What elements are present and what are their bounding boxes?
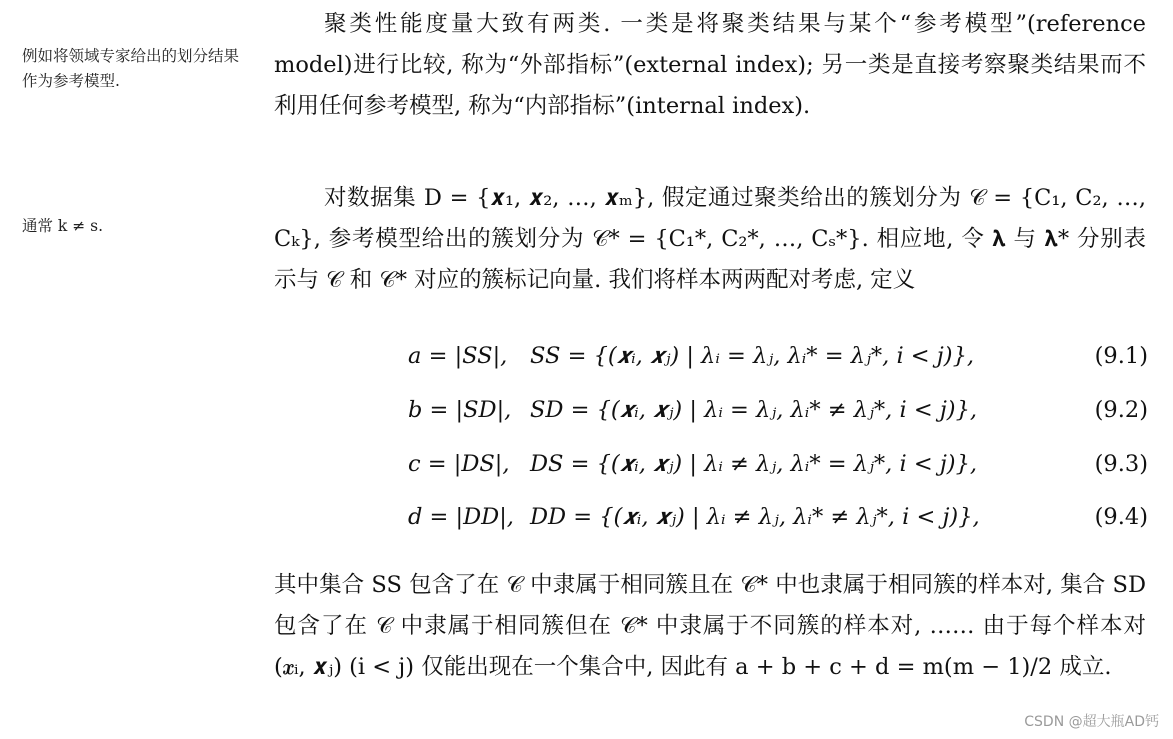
equation-9-1 xyxy=(408,336,1148,376)
paragraph-text: 对数据集 D = {𝒙₁, 𝒙₂, …, 𝒙ₘ}, 假定通过聚类给出的簇划分为 𝒞 = {C₁, C₂, …, Cₖ}, 参考模型给出的簇划分为 𝒞* = {C₁*, C₂*, …, Cₛ*}. 相应地, 令 𝛌 与 𝛌* 分别表示与 𝒞 和 𝒞* 对应的簇标记向量. 我们将样本两两配对考虑, 定义 xyxy=(274,185,1146,293)
watermark: CSDN @超大瓶AD钙 xyxy=(1024,714,1159,730)
equation-number: (9.1) xyxy=(1094,343,1148,369)
paragraph-metric-types xyxy=(274,4,1146,127)
equation-9-2 xyxy=(408,390,1148,430)
equation-lhs: c = |DS|, xyxy=(408,451,510,477)
margin-note-k-neq-s: 通常 k ≠ s. xyxy=(22,217,104,235)
equation-lhs: d = |DD|, xyxy=(408,504,514,530)
equation-9-4 xyxy=(408,497,1148,537)
equation-rhs: DS = {(𝒙ᵢ, 𝒙ⱼ) | λᵢ ≠ λⱼ, λᵢ* = λⱼ*, i < j)}, xyxy=(530,451,978,477)
paragraph-text: 聚类性能度量大致有两类. 一类是将聚类结果与某个“参考模型”(reference model)进行比较, 称为“外部指标”(external index); 另一类是直接考察聚类结果而不利用任何参考模型, 称为“内部指标”(internal index). xyxy=(274,11,1146,119)
paragraph-text: 其中集合 SS 包含了在 𝒞 中隶属于相同簇且在 𝒞* 中也隶属于相同簇的样本对, 集合 SD 包含了在 𝒞 中隶属于相同簇但在 𝒞* 中隶属于不同簇的样本对, …… 由于每个样本对 (𝒙ᵢ, 𝒙ⱼ) (i < j) 仅能出现在一个集合中, 因此有 a + b + c + d = m(m − 1)/2 成立. xyxy=(274,572,1146,680)
equation-number: (9.2) xyxy=(1094,397,1148,423)
paragraph-definitions xyxy=(274,178,1146,301)
equation-9-3 xyxy=(408,444,1148,484)
equation-number: (9.4) xyxy=(1094,504,1148,530)
equation-rhs: DD = {(𝒙ᵢ, 𝒙ⱼ) | λᵢ ≠ λⱼ, λᵢ* ≠ λⱼ*, i < j)}, xyxy=(530,504,980,530)
paragraph-set-explanation xyxy=(274,565,1146,688)
equation-rhs: SS = {(𝒙ᵢ, 𝒙ⱼ) | λᵢ = λⱼ, λᵢ* = λⱼ*, i < j)}, xyxy=(530,343,975,369)
equation-rhs: SD = {(𝒙ᵢ, 𝒙ⱼ) | λᵢ = λⱼ, λᵢ* ≠ λⱼ*, i < j)}, xyxy=(530,397,978,423)
margin-note-reference-model: 例如将领域专家给出的划分结果作为参考模型. xyxy=(22,47,240,90)
equation-lhs: b = |SD|, xyxy=(408,397,512,423)
equation-lhs: a = |SS|, xyxy=(408,343,508,369)
equation-number: (9.3) xyxy=(1094,451,1148,477)
